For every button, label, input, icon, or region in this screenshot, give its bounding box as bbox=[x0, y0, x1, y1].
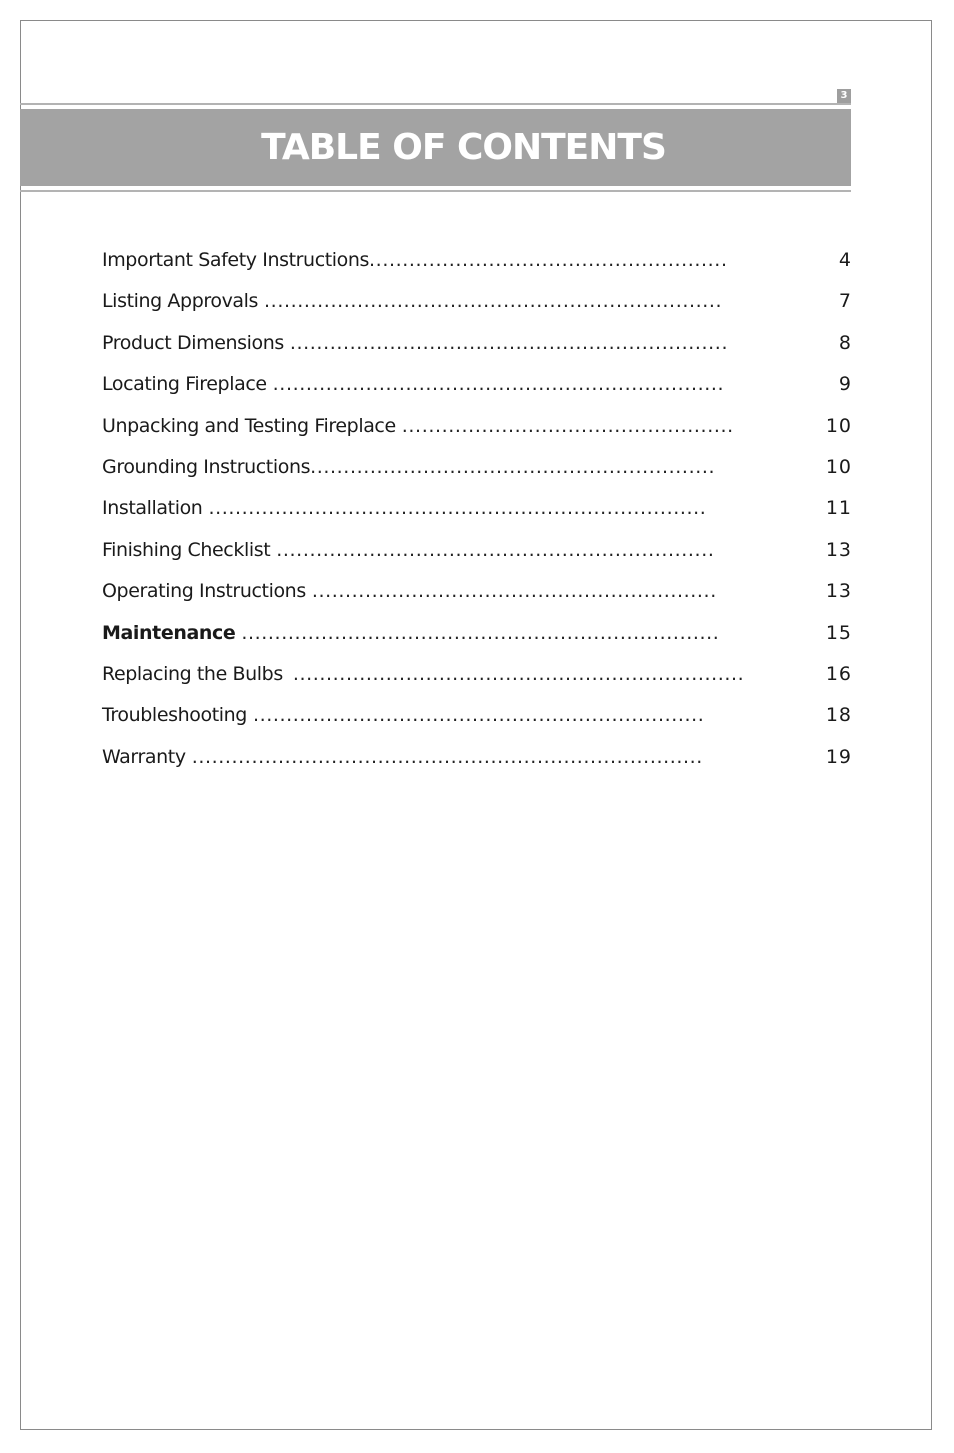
title-bar bbox=[20, 109, 851, 186]
toc-entry bbox=[102, 323, 728, 364]
toc-page-number: 10 bbox=[825, 455, 852, 478]
toc-dot-leader: ........................................................................ bbox=[241, 621, 720, 644]
toc-dot-leader: .................................................. bbox=[401, 414, 734, 437]
toc-row bbox=[102, 488, 852, 529]
toc-page-number: 11 bbox=[825, 497, 852, 520]
toc-entry bbox=[102, 488, 706, 529]
toc-row bbox=[102, 654, 852, 695]
toc-entry-label: Grounding Instructions bbox=[102, 455, 311, 478]
toc-page-number: 10 bbox=[825, 414, 852, 437]
toc-row bbox=[102, 240, 852, 281]
toc-dot-leader: ............................................................................. bbox=[191, 745, 703, 768]
toc-row bbox=[102, 530, 852, 571]
toc-entry bbox=[102, 737, 703, 778]
toc-page-number: 16 bbox=[825, 662, 852, 685]
toc-page-number: 4 bbox=[838, 249, 852, 271]
toc-dot-leader: ..................................................................... bbox=[264, 290, 723, 313]
toc-row bbox=[102, 447, 852, 488]
toc-dot-leader: .................................................................... bbox=[252, 704, 705, 727]
toc-entry-label: Finishing Checklist bbox=[102, 538, 271, 561]
toc-entry bbox=[102, 695, 704, 736]
toc-entry-label: Replacing the Bulbs bbox=[102, 662, 283, 685]
toc-dot-leader: ...................................................... bbox=[369, 249, 728, 271]
toc-page-number: 13 bbox=[825, 580, 852, 603]
toc-entry-label: Locating Fireplace bbox=[102, 373, 267, 396]
toc-entry bbox=[102, 240, 728, 281]
toc-dot-leader: .................................................................... bbox=[272, 373, 725, 396]
toc-entry bbox=[102, 613, 719, 654]
toc-row bbox=[102, 406, 852, 447]
toc-dot-leader: .................................................................. bbox=[276, 538, 715, 561]
toc-entry bbox=[102, 406, 734, 447]
toc-entry-label: Maintenance bbox=[102, 621, 236, 644]
toc-entry bbox=[102, 447, 715, 488]
page-title: TABLE OF CONTENTS bbox=[261, 127, 666, 168]
header-rule-top bbox=[20, 103, 851, 105]
toc-entry bbox=[102, 530, 714, 571]
toc-row bbox=[102, 571, 852, 612]
toc-entry-label: Warranty bbox=[102, 745, 186, 768]
toc-entry-label: Product Dimensions bbox=[102, 331, 284, 354]
toc-entry-label: Operating Instructions bbox=[102, 580, 306, 603]
toc-page-number: 7 bbox=[838, 290, 852, 313]
toc-page-number: 8 bbox=[838, 331, 852, 354]
toc-page-number: 15 bbox=[825, 621, 852, 644]
toc-page-number: 18 bbox=[825, 704, 852, 727]
toc-row bbox=[102, 695, 852, 736]
toc-row bbox=[102, 281, 852, 322]
toc-entry-label: Unpacking and Testing Fireplace bbox=[102, 414, 396, 437]
toc-page-number: 19 bbox=[825, 745, 852, 768]
page-number: 3 bbox=[837, 89, 851, 103]
toc-entry-label: Troubleshooting bbox=[102, 704, 247, 727]
toc-dot-leader: ........................................................................... bbox=[208, 497, 707, 520]
table-of-contents bbox=[102, 240, 852, 778]
toc-dot-leader: .................................................................... bbox=[292, 662, 745, 685]
toc-entry-label: Installation bbox=[102, 497, 203, 520]
toc-page-number: 9 bbox=[838, 373, 852, 396]
toc-page-number: 13 bbox=[825, 538, 852, 561]
toc-dot-leader: ............................................................. bbox=[310, 455, 716, 478]
toc-dot-leader: ............................................................. bbox=[311, 580, 717, 603]
toc-entry bbox=[102, 281, 722, 322]
toc-row bbox=[102, 737, 852, 778]
toc-row bbox=[102, 364, 852, 405]
toc-entry-label: Listing Approvals bbox=[102, 290, 259, 313]
toc-row bbox=[102, 323, 852, 364]
header-rule-bottom bbox=[20, 190, 851, 192]
toc-dot-leader: .................................................................. bbox=[289, 331, 729, 354]
toc-entry bbox=[102, 571, 717, 612]
toc-row bbox=[102, 613, 852, 654]
toc-entry-label: Important Safety Instructions bbox=[102, 249, 370, 271]
toc-entry bbox=[102, 654, 744, 695]
toc-entry bbox=[102, 364, 724, 405]
